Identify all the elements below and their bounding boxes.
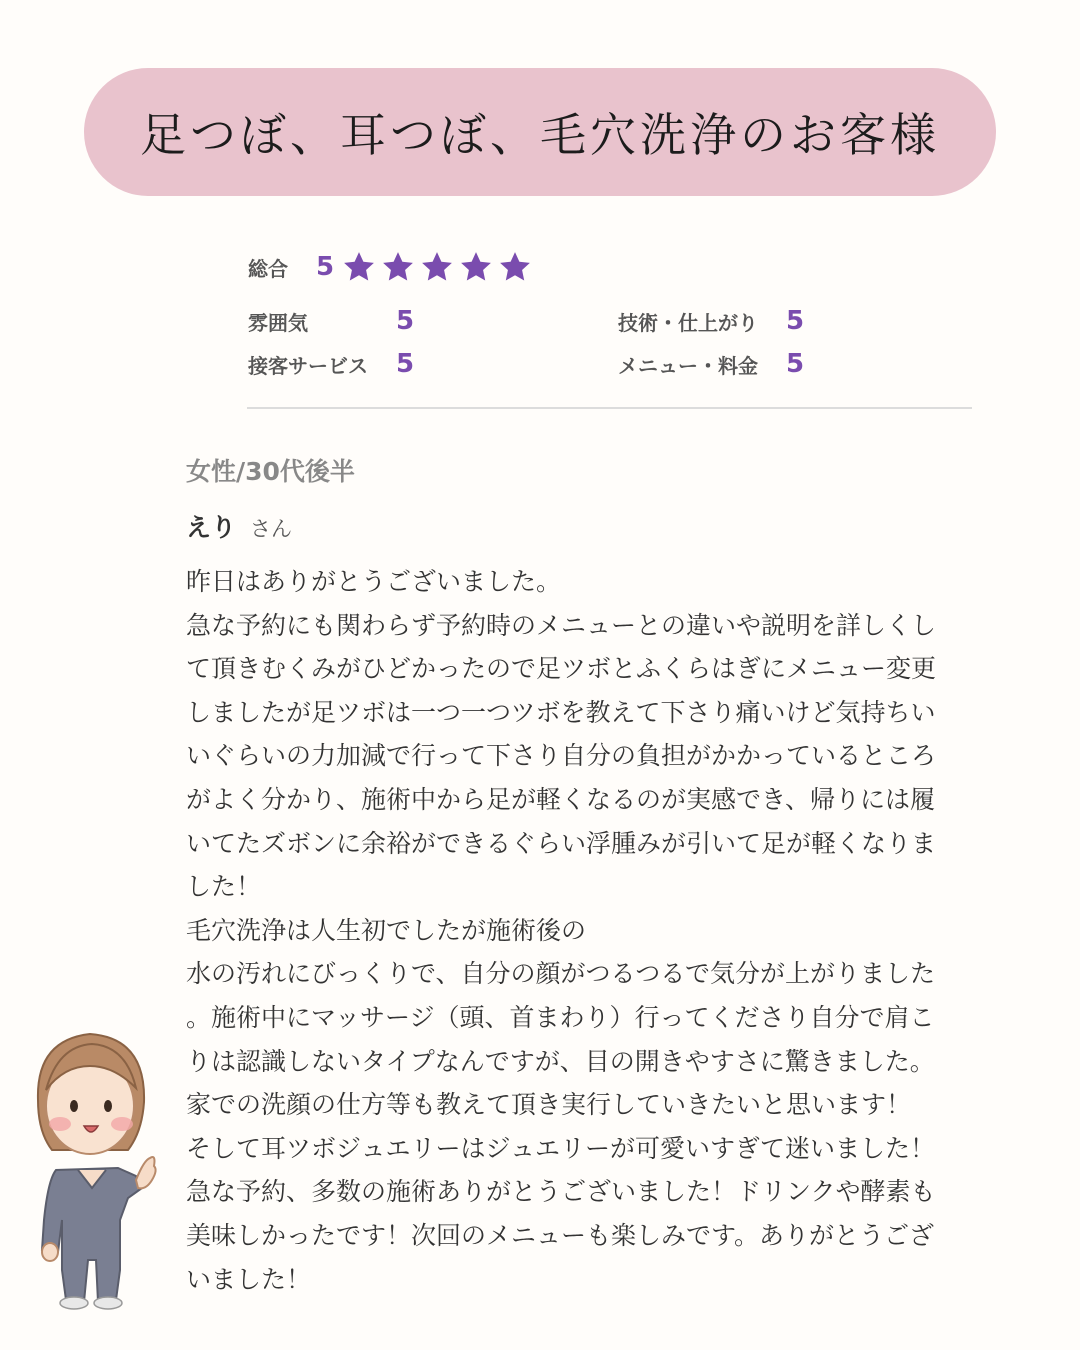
review-line: りは認識しないタイプなんですが、目の開きやすさに驚きました。 [186,1046,935,1076]
star-icon [459,250,493,284]
rating-score: 5 [396,349,415,379]
review-line: いぐらいの力加減で行って下さり自分の負担がかかっているところ [186,741,937,771]
star-icon [342,250,376,284]
review-line: いてたズボンに余裕ができるぐらい浮腫みが引いて足が軽くなりま [186,828,937,858]
review-line: 家での洗顔の仕方等も教えて頂き実行していきたいと思います！ [186,1090,912,1120]
star-icon [420,250,454,284]
rating-label: 接客サービス [248,353,368,378]
rating-atmosphere [248,306,414,336]
rating-label: 技術・仕上がり [618,310,758,335]
review-line: 水の汚れにびっくりで、自分の顔がつるつるで気分が上がりました [186,959,936,989]
review-line: 。施術中にマッサージ（頭、首まわり）行ってくださり自分で肩こ [186,1002,935,1032]
review-line: て頂きむくみがひどかったので足ツボとふくらはぎにメニュー変更 [186,654,937,684]
reviewer-name-row [186,508,292,544]
review-line: いました！ [186,1264,312,1294]
rating-score: 5 [396,306,415,336]
review-text [186,560,1016,1301]
rating-score: 5 [786,349,805,379]
rating-score: 5 [786,306,805,336]
staff-mascot-illustration [18,1020,168,1310]
review-line: 昨日はありがとうございました。 [186,567,562,596]
review-line: そして耳ツボジュエリーはジュエリーが可愛いすぎて迷いました！ [186,1133,936,1163]
rating-menu-price [618,349,804,379]
rating-label: メニュー・料金 [618,353,758,378]
review-line: 急な予約、多数の施術ありがとうございました！ドリンクや酵素も [186,1177,936,1207]
overall-score: 5 [316,252,335,282]
star-icon [498,250,532,284]
rating-label: 雰囲気 [248,310,308,335]
review-line: 急な予約にも関わらず予約時のメニューとの違いや説明を詳しくし [186,610,937,640]
review-line: しましたが足ツボは一つ一つツボを教えて下さり痛いけど気持ちい [186,697,936,727]
review-line: 毛穴洗浄は人生初でしたが施術後の [186,915,587,945]
reviewer-honorific: さん [250,517,293,541]
overall-rating [248,250,537,284]
reviewer-name: えり [186,513,237,542]
review-line: がよく分かり、施術中から足が軽くなるのが実感でき、帰りには履 [186,784,936,814]
star-icon [381,250,415,284]
review-line: 美味しかったです！次回のメニューも楽しみです。ありがとうござ [186,1220,935,1250]
overall-label: 総合 [248,256,288,281]
reviewer-demographic: 女性/30代後半 [186,457,355,486]
rating-service [248,349,414,379]
review-line: した！ [186,872,262,902]
divider [247,407,972,409]
rating-technique [618,306,804,336]
star-rating [342,250,537,284]
page-title: 足つぼ、耳つぼ、毛穴洗浄のお客様 [140,108,940,162]
title-banner [84,68,996,196]
